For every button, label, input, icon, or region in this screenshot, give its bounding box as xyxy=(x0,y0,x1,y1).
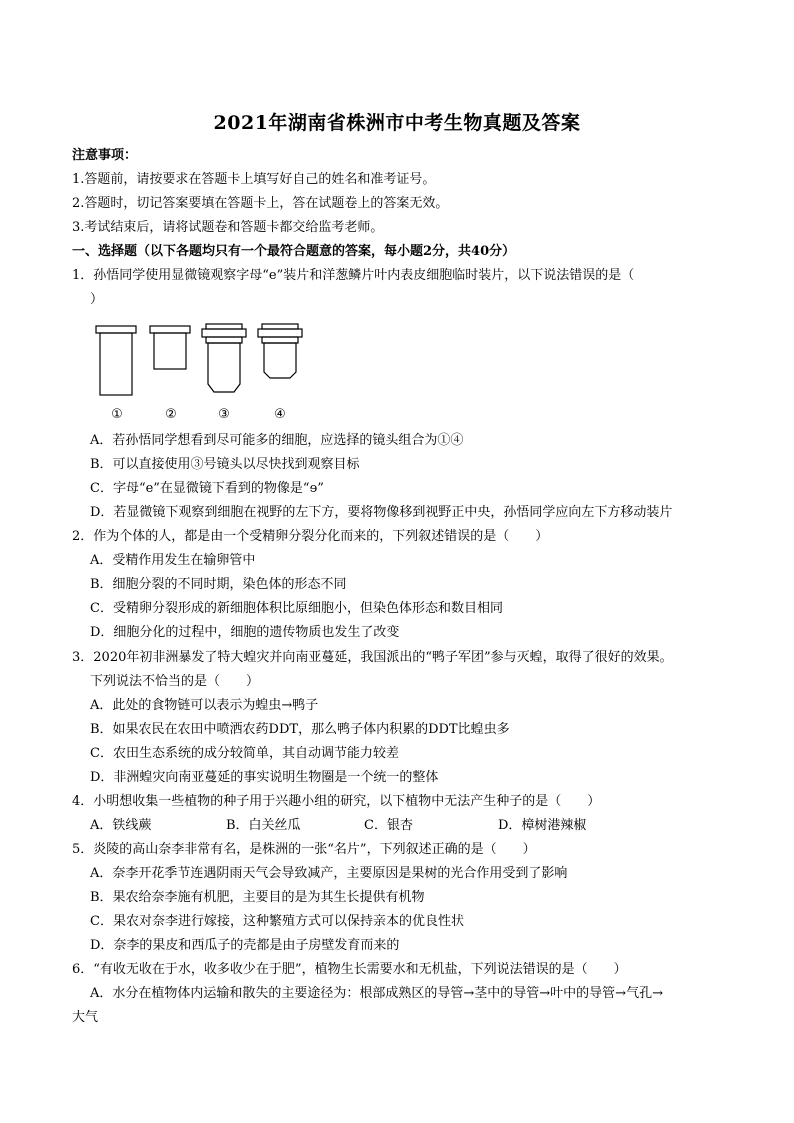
option: B．如果农民在农田中喷洒农药DDT，那么鸭子体内积累的DDT比蝗虫多 xyxy=(90,722,510,737)
option: D．若显微镜下观察到细胞在视野的左下方，要将物像移到视野正中央，孙悟同学应向左下方移动装片 xyxy=(90,505,673,520)
question-stem: 1．孙悟同学使用显微镜观察字母“e”装片和洋葱鳞片叶内表皮细胞临时装片，以下说法错误的是（ xyxy=(72,268,635,283)
lens-label: ④ xyxy=(274,407,286,422)
question-stem: 3．2020年初非洲暴发了特大蝗灾并向南亚蔓延，我国派出的“鸭子军团”参与灭蝗，取得了很好的效果。 xyxy=(72,650,673,665)
notice-item: 2.答题时，切记答案要填在答题卡上，答在试题卷上的答案无效。 xyxy=(72,196,449,211)
option-continuation: 大气 xyxy=(72,1010,99,1025)
question-stem: ） xyxy=(90,292,104,307)
option: C．果农对奈李进行嫁接，这种繁殖方式可以保持亲本的优良性状 xyxy=(90,914,464,929)
option: B．细胞分裂的不同时期，染色体的形态不同 xyxy=(90,577,347,592)
question-stem: 5．炎陵的高山奈李非常有名，是株洲的一张“名片”，下列叙述正确的是（ ） xyxy=(72,842,536,857)
option: A．奈李开花季节连遇阴雨天气会导致减产，主要原因是果树的光合作用受到了影响 xyxy=(90,866,568,881)
option: A．铁线蕨 xyxy=(90,818,152,833)
question-stem: 4．小明想收集一些植物的种子用于兴趣小组的研究，以下植物中无法产生种子的是（ ） xyxy=(72,794,601,809)
option: D．细胞分化的过程中，细胞的遗传物质也发生了改变 xyxy=(90,625,400,640)
question-stem: 6．“有收无收在于水，收多收少在于肥”，植物生长需要水和无机盐，下列说法错误的是（ ） xyxy=(72,962,627,977)
lens-label: ② xyxy=(165,407,177,422)
lens-diagram xyxy=(90,322,320,426)
microscope-lenses-figure xyxy=(90,322,320,426)
option: C．银杏 xyxy=(364,818,413,833)
section-heading: 一、选择题（以下各题均只有一个最符合题意的答案，每小题2分，共40分） xyxy=(72,244,516,259)
option: D．非洲蝗灾向南亚蔓延的事实说明生物圈是一个统一的整体 xyxy=(90,770,439,785)
option: D．奈李的果皮和西瓜子的壳都是由子房壁发育而来的 xyxy=(90,938,400,953)
question-stem: 下列说法不恰当的是（ ） xyxy=(90,674,260,689)
lens-4-objective-icon xyxy=(258,324,302,378)
option: C．受精卵分裂形成的新细胞体积比原细胞小，但染色体形态和数目相同 xyxy=(90,601,503,616)
option: B．可以直接使用③号镜头以尽快找到观察目标 xyxy=(90,457,360,472)
notice-heading: 注意事项： xyxy=(72,148,138,163)
lens-2-eyepiece-icon xyxy=(150,326,190,369)
option: B．白关丝瓜 xyxy=(226,818,301,833)
option: B．果农给奈李施有机肥，主要目的是为其生长提供有机物 xyxy=(90,890,425,905)
lens-1-eyepiece-icon xyxy=(96,326,136,395)
question-stem: 2．作为个体的人，都是由一个受精卵分裂分化而来的，下列叙述错误的是（ ） xyxy=(72,529,549,544)
lens-3-objective-icon xyxy=(202,324,246,392)
option: C．农田生态系统的成分较简单，其自动调节能力较差 xyxy=(90,746,399,761)
option: C．字母“e”在显微镜下看到的物像是“ɘ” xyxy=(90,481,324,496)
page-title: 2021年湖南省株洲市中考生物真题及答案 xyxy=(213,112,581,134)
lens-label: ③ xyxy=(218,407,230,422)
option: D．樟树港辣椒 xyxy=(498,818,587,833)
option: A．此处的食物链可以表示为蝗虫→鸭子 xyxy=(90,698,319,713)
notice-item: 3.考试结束后，请将试题卷和答题卡都交给监考老师。 xyxy=(72,220,384,235)
option: A．受精作用发生在输卵管中 xyxy=(90,553,256,568)
notice-item: 1.答题前，请按要求在答题卡上填写好自己的姓名和准考证号。 xyxy=(72,172,436,187)
lens-label: ① xyxy=(111,407,123,422)
option: A．若孙悟同学想看到尽可能多的细胞，应选择的镜头组合为①④ xyxy=(90,433,464,448)
option: A．水分在植物体内运输和散失的主要途径为：根部成熟区的导管→茎中的导管→叶中的导管→气孔→ xyxy=(90,986,663,1001)
